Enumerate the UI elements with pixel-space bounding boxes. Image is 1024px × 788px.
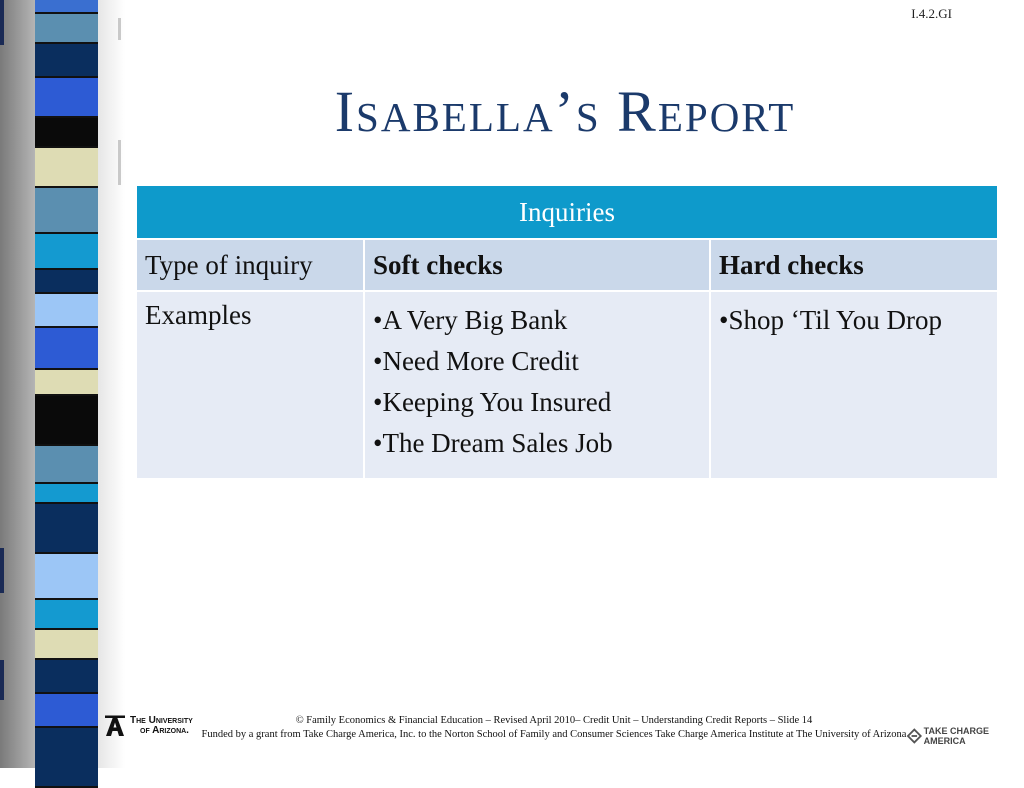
table-header: Inquiries bbox=[136, 186, 998, 239]
list-item: •Shop ‘Til You Drop bbox=[719, 305, 943, 335]
page-title: Isabella’s Report bbox=[334, 79, 796, 144]
edge-mark bbox=[0, 548, 4, 593]
edge-mark bbox=[0, 0, 4, 45]
list-item: •A Very Big Bank bbox=[373, 305, 568, 335]
university-of-arizona-logo bbox=[104, 715, 193, 737]
soft-checks-heading: Soft checks bbox=[364, 239, 710, 291]
footer-line2: Funded by a grant from Take Charge America, Inc. to the Norton School of Family and Consumer Sciences Take Charge America Institute at The University of Arizona bbox=[201, 729, 907, 740]
table-row bbox=[136, 239, 998, 291]
edge-mark bbox=[118, 18, 121, 40]
tca-text: TAKE CHARGE AMERICA bbox=[923, 726, 989, 746]
take-charge-america-logo bbox=[907, 726, 1024, 746]
list-item: •The Dream Sales Job bbox=[373, 428, 613, 458]
arizona-a-icon bbox=[104, 715, 126, 737]
footer bbox=[200, 714, 908, 742]
arrow-mark-icon bbox=[907, 728, 922, 744]
table-row bbox=[136, 291, 998, 479]
row-label-type: Type of inquiry bbox=[136, 239, 364, 291]
hard-checks-heading: Hard checks bbox=[710, 239, 998, 291]
soft-examples-cell bbox=[364, 291, 710, 479]
list-item: •Need More Credit bbox=[373, 346, 579, 376]
edge-mark bbox=[0, 660, 4, 700]
slide-id: I.4.2.GI bbox=[911, 6, 952, 21]
inquiries-table bbox=[135, 186, 999, 480]
footer-line1: © Family Economics & Financial Education – Revised April 2010– Credit Unit – Understanding Credit Reports – Slide 14 bbox=[295, 715, 813, 726]
decorative-stripe bbox=[35, 0, 98, 768]
list-item: •Keeping You Insured bbox=[373, 387, 612, 417]
hard-examples-cell bbox=[710, 291, 998, 479]
row-label-examples: Examples bbox=[136, 291, 364, 479]
ua-line2: of Arizona. bbox=[140, 725, 189, 736]
edge-mark bbox=[118, 140, 121, 185]
ua-line1: The University bbox=[130, 715, 193, 726]
